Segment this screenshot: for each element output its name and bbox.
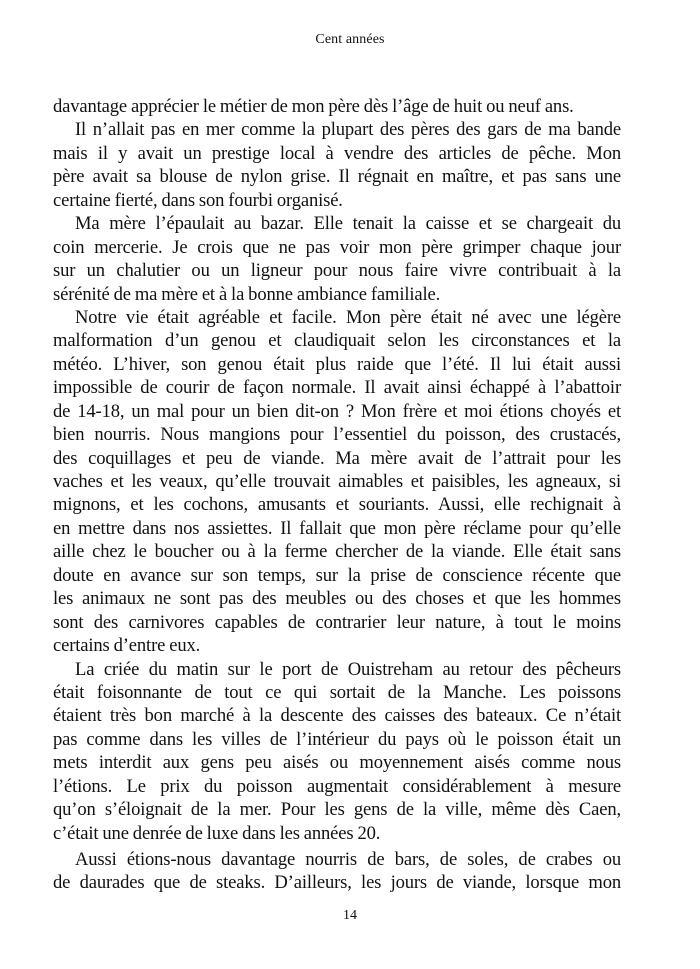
text-line: en mettre dans nos assiettes. Il fallait que mon père réclame pour qu’elle [53, 517, 621, 539]
text-line: malformation d’un genou et claudiquait selon les circonstances et la [53, 330, 621, 352]
text-line: les animaux ne sont pas des meubles ou des choses et que les hommes [53, 588, 621, 610]
text-line: étaient très bon marché à la descente des caisses des bateaux. Ce n’était [53, 705, 621, 727]
text-line: davantage apprécier le métier de mon père dès l’âge de huit ou neuf ans. [53, 96, 574, 117]
paragraph [53, 848, 621, 895]
text-line: sur un chalutier ou un ligneur pour nous faire vivre contribuait à la [53, 260, 621, 282]
text-line: Il n’allait pas en mer comme la plupart des pères des gars de ma bande [75, 119, 621, 141]
text-line: certains d’entre eux. [53, 635, 201, 657]
text-line: certaine fierté, dans son fourbi organisé. [53, 189, 343, 211]
text-line: vaches et les veaux, qu’elle trouvait aimables et paisibles, les agneaux, si [53, 471, 621, 492]
text-line: aille chez le boucher ou à la ferme chercher de la viande. Elle était sans [53, 541, 621, 563]
paragraph [53, 118, 621, 212]
body-text [53, 95, 621, 895]
text-line: coin mercerie. Je crois que ne pas voir mon père grimper chaque jour [53, 236, 621, 258]
text-line: de 14-18, un mal pour un bien dit-on ? Mon frère et moi étions choyés et [53, 400, 621, 422]
running-head-title: Cent années [315, 32, 385, 47]
text-line: était foisonnante de tout ce qui sortait de la Manche. Les poissons [53, 681, 621, 703]
text-line: l’étions. Le prix du poisson augmentait considérablement à mesure [53, 775, 621, 797]
text-line: La criée du matin sur le port de Ouistreham au retour des pêcheurs [75, 658, 621, 680]
paragraph [53, 95, 621, 118]
paragraph [53, 212, 621, 306]
text-line: Ma mère l’épaulait au bazar. Elle tenait la caisse et se chargeait du [75, 213, 621, 235]
page-number: 14 [343, 908, 357, 923]
text-line: pas comme dans les villes de l’intérieur du pays où le poisson était un [53, 728, 621, 750]
text-line: des coquillages et peu de viande. Ma mère avait de l’attrait pour les [53, 447, 621, 469]
text-line: météo. L’hiver, son genou était plus raide que l’été. Il lui était aussi [53, 353, 621, 375]
text-line: sont des carnivores capables de contrarier leur nature, à tout le moins [53, 611, 621, 633]
text-line: mets interdit aux gens peu aisés ou moyennement aisés comme nous [53, 752, 621, 774]
text-line: Aussi étions-nous davantage nourris de bars, de soles, de crabes ou [75, 849, 621, 870]
text-line: qu’on s’éloignait de la mer. Pour les gens de la ville, même dès Caen, [53, 799, 621, 821]
text-line: père avait sa blouse de nylon grise. Il régnait en maître, et pas sans une [53, 166, 621, 188]
text-line: doute en avance sur son temps, sur la prise de conscience récente que [53, 564, 621, 586]
paragraph [53, 306, 621, 658]
text-line: mignons, et les cochons, amusants et souriants. Aussi, elle rechignait à [53, 494, 621, 516]
text-line: Notre vie était agréable et facile. Mon père était né avec une légère [75, 306, 621, 328]
text-line: de daurades que de steaks. D’ailleurs, les jours de viande, lorsque mon [53, 872, 621, 894]
text-line: bien nourris. Nous mangions pour l’essentiel du poisson, des crustacés, [53, 424, 621, 446]
text-line: sérénité de ma mère et à la bonne ambiance familiale. [53, 283, 441, 305]
paragraph [53, 658, 621, 846]
text-line: mais il y avait un prestige local à vendre des articles de pêche. Mon [53, 142, 621, 164]
text-line: impossible de courir de façon normale. Il avait ainsi échappé à l’abattoir [53, 377, 621, 399]
text-line: c’était une denrée de luxe dans les années 20. [53, 822, 381, 844]
